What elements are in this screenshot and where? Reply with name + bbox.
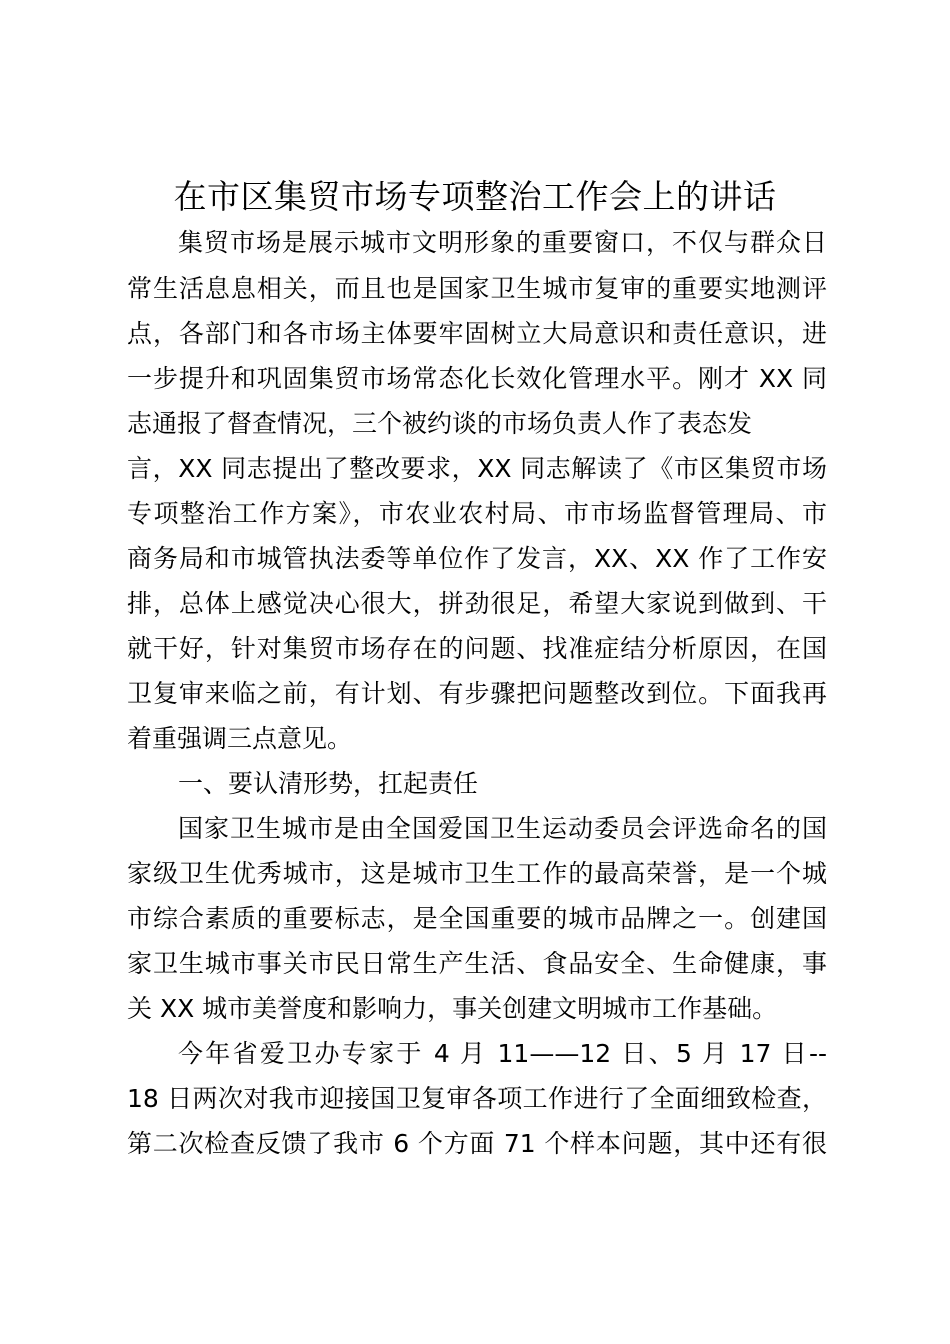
paragraph-line: 第二次检查反馈了我市 6 个方面 71 个样本问题，其中还有很 <box>127 1129 827 1158</box>
paragraph-line: 今年省爱卫办专家于 4 月 11——12 日、5 月 17 日-- <box>178 1039 827 1068</box>
paragraph-line: 卫复审来临之前，有计划、有步骤把问题整改到位。下面我再 <box>127 679 827 708</box>
paragraph-line: 常生活息息相关，而且也是国家卫生城市复审的重要实地测评 <box>127 274 827 303</box>
paragraph-line: 排，总体上感觉决心很大，拼劲很足，希望大家说到做到、干 <box>127 589 827 618</box>
paragraph-line: 国家卫生城市是由全国爱国卫生运动委员会评选命名的国 <box>178 814 827 843</box>
paragraph-line: 就干好，针对集贸市场存在的问题、找准症结分析原因，在国 <box>127 634 827 663</box>
paragraph-line: 家级卫生优秀城市，这是城市卫生工作的最高荣誉，是一个城 <box>127 859 827 888</box>
paragraph-line: 点，各部门和各市场主体要牢固树立大局意识和责任意识，进 <box>127 319 827 348</box>
paragraph-line: 言，XX 同志提出了整改要求，XX 同志解读了《市区集贸市场 <box>127 454 827 483</box>
paragraph-line: 家卫生城市事关市民日常生产生活、食品安全、生命健康，事 <box>127 949 827 978</box>
section-heading: 一、要认清形势，扛起责任 <box>178 769 479 798</box>
paragraph-line: 专项整治工作方案》，市农业农村局、市市场监督管理局、市 <box>127 499 827 528</box>
paragraph-line: 市综合素质的重要标志，是全国重要的城市品牌之一。创建国 <box>127 904 827 933</box>
document-title: 在市区集贸市场专项整治工作会上的讲话 <box>173 177 777 216</box>
paragraph-line: 18 日两次对我市迎接国卫复审各项工作进行了全面细致检查， <box>127 1084 827 1113</box>
paragraph-line: 商务局和市城管执法委等单位作了发言，XX、XX 作了工作安 <box>127 544 827 573</box>
paragraph-line: 着重强调三点意见。 <box>127 724 353 753</box>
paragraph-line: 关 XX 城市美誉度和影响力，事关创建文明城市工作基础。 <box>127 994 778 1023</box>
paragraph-line: 一步提升和巩固集贸市场常态化长效化管理水平。刚才 XX 同 <box>127 364 827 393</box>
paragraph-line: 志通报了督查情况，三个被约谈的市场负责人作了表态发 <box>127 409 753 438</box>
paragraph-line: 集贸市场是展示城市文明形象的重要窗口，不仅与群众日 <box>178 228 827 257</box>
